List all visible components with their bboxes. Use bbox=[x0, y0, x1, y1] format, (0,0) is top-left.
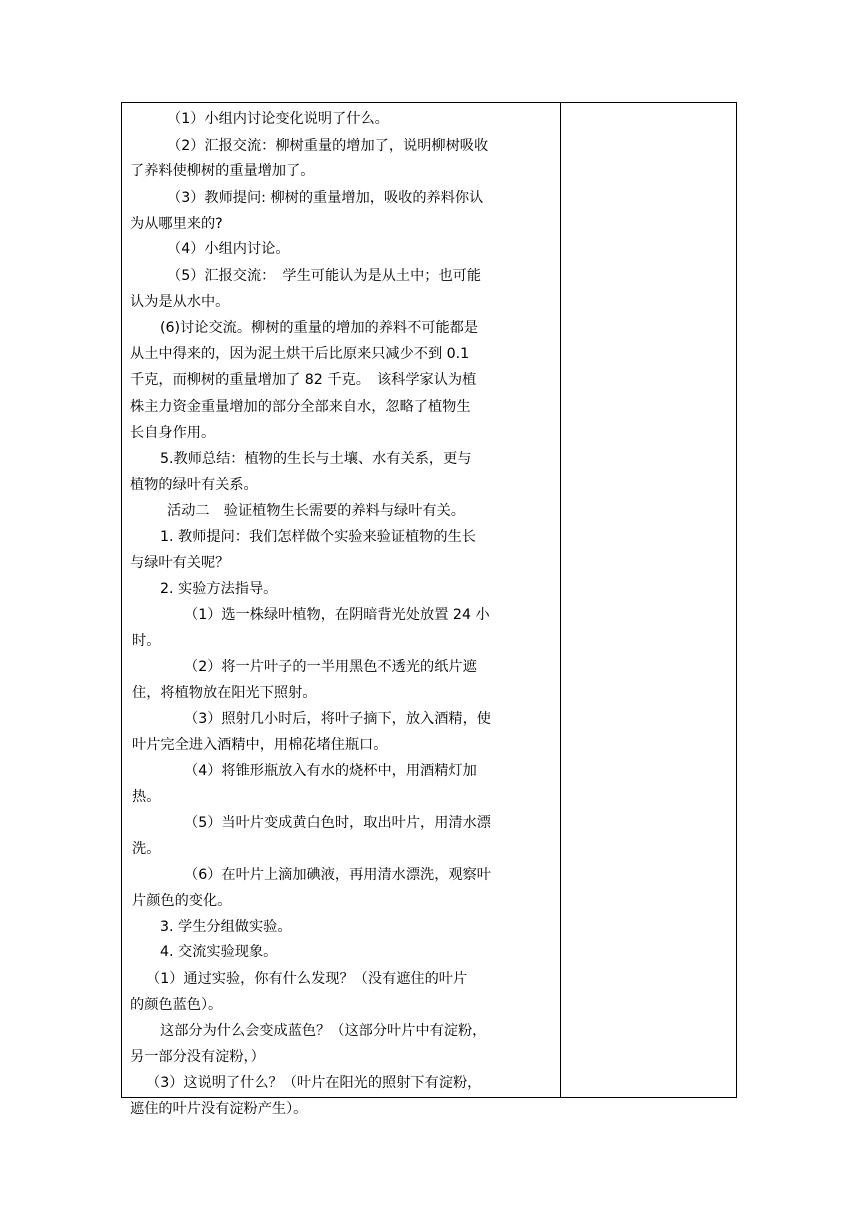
text-line: 遮住的叶片没有淀粉产生）。 bbox=[130, 1101, 308, 1117]
lesson-table bbox=[121, 102, 737, 1117]
text-line: 片颜色的变化。 bbox=[132, 893, 232, 909]
text-line: 株主力资金重量增加的部分全部来自水，忽略了植物生 bbox=[130, 399, 471, 415]
text-line: 植物的绿叶有关系。 bbox=[130, 477, 258, 493]
text-line: 这部分为什么会变成蓝色？（这部分叶片中有淀粉， bbox=[160, 1023, 487, 1039]
text-line: 从土中得来的，因为泥土烘干后比原来只减少不到 0.1 bbox=[130, 346, 470, 362]
column-divider bbox=[560, 103, 561, 1097]
text-line: 千克，而柳树的重量增加了 82 千克。 该科学家认为植 bbox=[130, 372, 477, 388]
text-line: 认为是从水中。 bbox=[130, 294, 230, 310]
text-line: （5）汇报交流： 学生可能认为是从土中；也可能 bbox=[167, 268, 482, 284]
text-line: （2）汇报交流：柳树重量的增加了，说明柳树吸收 bbox=[167, 138, 489, 154]
text-line: （6）在叶片上滴加碘液，再用清水漂洗，观察叶 bbox=[184, 867, 491, 883]
text-line: 热。 bbox=[132, 789, 161, 805]
text-line: 住，将植物放在阳光下照射。 bbox=[132, 685, 317, 701]
text-line: 活动二 验证植物生长需要的养料与绿叶有关。 bbox=[167, 503, 465, 519]
text-line: （1）通过实验，你有什么发现？（没有遮住的叶片 bbox=[146, 971, 468, 987]
text-line: （3）照射几小时后，将叶子摘下，放入酒精，使 bbox=[184, 711, 491, 727]
text-line: 为从哪里来的? bbox=[130, 216, 223, 232]
text-line: 叶片完全进入酒精中，用棉花堵住瓶口。 bbox=[132, 737, 388, 753]
text-line: 另一部分没有淀粉，） bbox=[130, 1049, 265, 1065]
text-line: 3. 学生分组做实验。 bbox=[160, 919, 292, 935]
text-line: 1. 教师提问：我们怎样做个实验来验证植物的生长 bbox=[160, 529, 476, 545]
text-line: 洗。 bbox=[132, 841, 161, 857]
text-line: （5）当叶片变成黄白色时，取出叶片，用清水漂 bbox=[184, 815, 491, 831]
text-line: 与绿叶有关呢？ bbox=[130, 555, 230, 571]
text-line: (6)讨论交流。柳树的重量的增加的养料不可能都是 bbox=[160, 320, 479, 336]
text-line: 5.教师总结：植物的生长与土壤、水有关系，更与 bbox=[160, 451, 472, 467]
text-line: （3）这说明了什么？（叶片在阳光的照射下有淀粉， bbox=[146, 1075, 482, 1091]
text-line: （1）选一株绿叶植物，在阴暗背光处放置 24 小 bbox=[184, 607, 490, 623]
text-line: 2. 实验方法指导。 bbox=[160, 581, 278, 597]
text-line: （4）将锥形瓶放入有水的烧杯中，用酒精灯加 bbox=[184, 763, 477, 779]
text-line: 了养料使柳树的重量增加了。 bbox=[130, 163, 315, 179]
text-line: 长自身作用。 bbox=[130, 425, 216, 441]
text-line: 4. 交流实验现象。 bbox=[160, 944, 278, 960]
lesson-content-cell bbox=[122, 103, 560, 1117]
text-line: 时。 bbox=[132, 633, 161, 649]
text-line: （3）教师提问: 柳树的重量增加，吸收的养料你认 bbox=[167, 190, 484, 206]
text-line: （2）将一片叶子的一半用黑色不透光的纸片遮 bbox=[184, 659, 477, 675]
text-line: （4）小组内讨论。 bbox=[167, 241, 290, 257]
text-line: （1）小组内讨论变化说明了什么。 bbox=[167, 111, 389, 127]
text-line: 的颜色蓝色）。 bbox=[130, 997, 223, 1013]
